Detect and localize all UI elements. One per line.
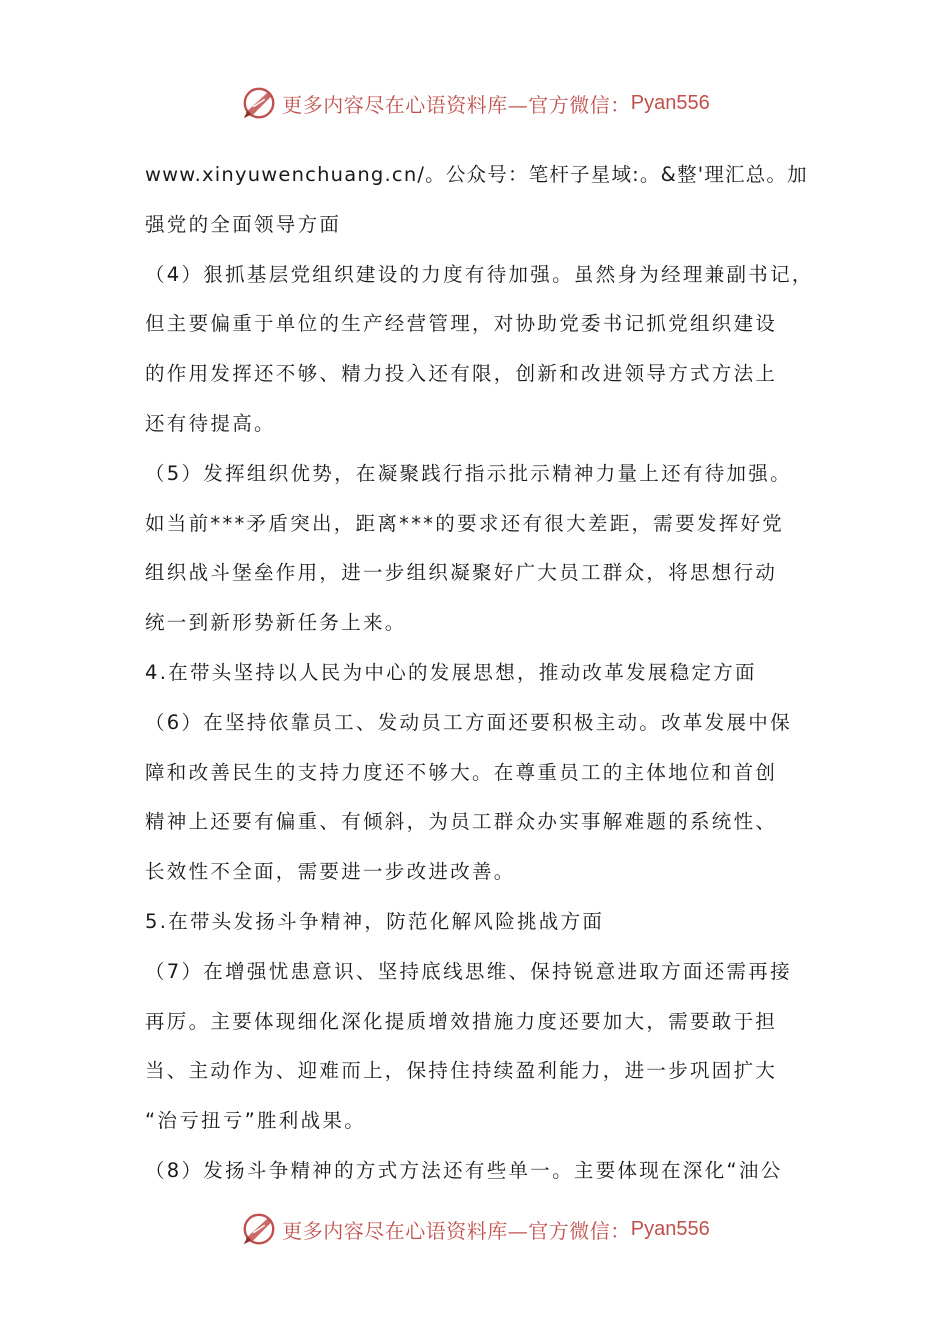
footer-watermark bbox=[0, 1209, 950, 1249]
pen-logo-icon bbox=[240, 84, 278, 122]
text-line: 长效性不全面，需要进一步改进改善。 bbox=[145, 860, 516, 884]
text-line: 还有待提高。 bbox=[145, 411, 276, 435]
watermark-text: 更多内容尽在心语资料库—官方微信： bbox=[282, 92, 631, 117]
text-line: 障和改善民生的支持力度还不够大。在尊重员工的主体地位和首创 bbox=[145, 760, 778, 784]
text-line: 强党的全面领导方面 bbox=[145, 212, 342, 236]
text-line: 精神上还要有偏重、有倾斜，为员工群众办实事解难题的系统性、 bbox=[145, 810, 778, 834]
document-body bbox=[145, 150, 815, 1196]
text-line: “治亏扭亏”胜利战果。 bbox=[145, 1109, 367, 1133]
text-line: （6）在坚持依靠员工、发动员工方面还要积极主动。改革发展中保 bbox=[145, 710, 792, 734]
text-line: （7）在增强忧患意识、坚持底线思维、保持锐意进取方面还需再接 bbox=[145, 959, 792, 983]
text-line: （4）狠抓基层党组织建设的力度有待加强。虽然身为经理兼副书记， bbox=[145, 262, 814, 286]
text-line: （5）发挥组织优势，在凝聚践行指示批示精神力量上还有待加强。 bbox=[145, 461, 792, 485]
text-line: 的作用发挥还不够、精力投入还有限，创新和改进领导方式方法上 bbox=[145, 362, 778, 386]
text-line: 统一到新形势新任务上来。 bbox=[145, 611, 407, 635]
section-heading: 4.在带头坚持以人民为中心的发展思想，推动改革发展稳定方面 bbox=[145, 660, 757, 684]
pen-logo-icon bbox=[240, 1210, 278, 1248]
section-heading: 5.在带头发扬斗争精神，防范化解风险挑战方面 bbox=[145, 909, 605, 933]
text-line: 但主要偏重于单位的生产经营管理，对协助党委书记抓党组织建设 bbox=[145, 312, 778, 336]
text-line: 当、主动作为、迎难而上，保持住持续盈利能力，进一步巩固扩大 bbox=[145, 1059, 778, 1083]
text-line: （8）发扬斗争精神的方式方法还有些单一。主要体现在深化“油公 bbox=[145, 1158, 783, 1182]
text-line: www.xinyuwenchuang.cn/。公众号：笔杆子星域:。&整'理汇总。加 bbox=[145, 163, 808, 186]
text-line: 如当前***矛盾突出，距离***的要求还有很大差距，需要发挥好党 bbox=[145, 511, 785, 535]
header-watermark bbox=[0, 83, 950, 123]
wechat-id: Pyan556 bbox=[630, 91, 710, 114]
text-line: 再厉。主要体现细化深化提质增效措施力度还要加大，需要敢于担 bbox=[145, 1009, 778, 1033]
watermark-text: 更多内容尽在心语资料库—官方微信： bbox=[282, 1218, 631, 1243]
wechat-id: Pyan556 bbox=[630, 1217, 710, 1240]
text-line: 组织战斗堡垒作用，进一步组织凝聚好广大员工群众，将思想行动 bbox=[145, 561, 778, 585]
